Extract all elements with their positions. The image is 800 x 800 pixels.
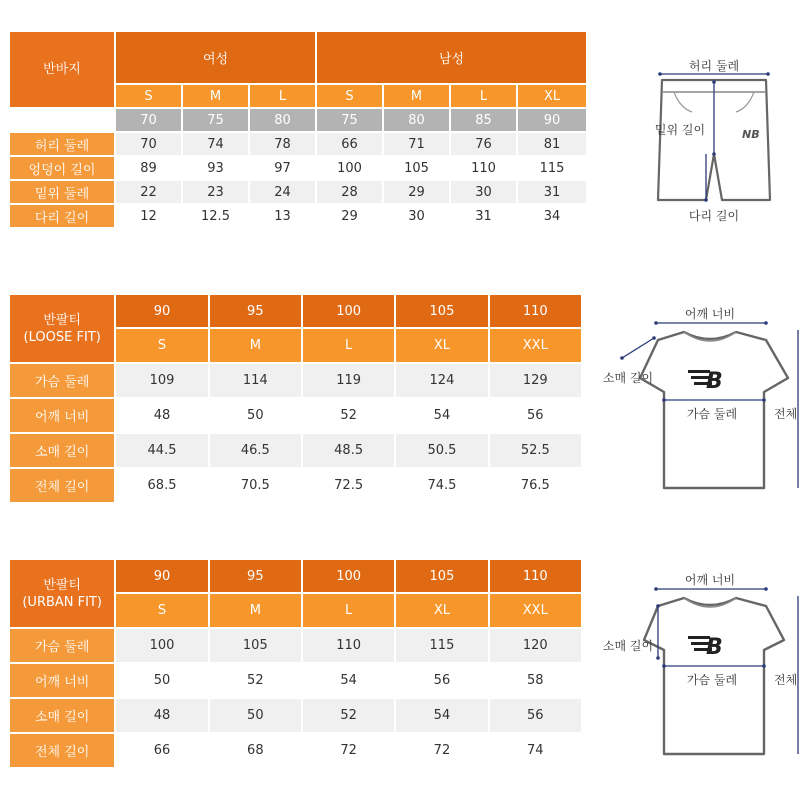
shoulder-label: 어깨 너비 xyxy=(684,573,736,587)
value-cell: 30 xyxy=(451,181,516,203)
urban-fit-title-text: 반팔티 xyxy=(43,577,82,593)
value-cell: 97 xyxy=(250,157,315,179)
shoulder-label: 어깨 너비 xyxy=(684,307,736,321)
row-label: 어깨 너비 xyxy=(10,664,114,697)
value-cell: 44.5 xyxy=(116,434,207,467)
value-cell: 78 xyxy=(250,133,315,155)
total-length-label: 전체 xyxy=(774,673,798,687)
letter-size-cell: S xyxy=(116,329,207,362)
value-cell: 48 xyxy=(116,699,207,732)
value-cell: 74 xyxy=(490,734,581,767)
value-cell: 74.5 xyxy=(396,469,487,502)
row-label: 다리 길이 xyxy=(10,205,114,227)
letter-size-cell: M xyxy=(210,329,301,362)
value-cell: 109 xyxy=(116,364,207,397)
value-cell: 54 xyxy=(396,399,487,432)
value-cell: 24 xyxy=(250,181,315,203)
value-cell: 76.5 xyxy=(490,469,581,502)
row-label: 가슴 둘레 xyxy=(10,629,114,662)
value-cell: 52 xyxy=(303,699,394,732)
shorts-diagram xyxy=(600,50,800,240)
shorts-men-header: 남성 xyxy=(317,32,586,83)
row-label: 엉덩이 길이 xyxy=(10,157,114,179)
value-cell: 66 xyxy=(116,734,207,767)
svg-text:B: B xyxy=(706,369,723,394)
value-cell: 30 xyxy=(384,205,449,227)
value-cell: 129 xyxy=(490,364,581,397)
urban-fit-subtitle: (URBAN FIT) xyxy=(22,594,102,610)
row-label: 전체 길이 xyxy=(10,469,114,502)
table-row xyxy=(10,364,581,397)
shorts-numeric-size: 90 xyxy=(518,109,586,131)
letter-size-cell: XL xyxy=(396,329,487,362)
value-cell: 68.5 xyxy=(116,469,207,502)
numeric-size-cell: 105 xyxy=(396,560,487,592)
shorts-empty-cell xyxy=(10,109,114,131)
table-row xyxy=(10,205,586,227)
shorts-size-table xyxy=(8,30,588,229)
value-cell: 66 xyxy=(317,133,382,155)
shorts-numeric-size: 80 xyxy=(384,109,449,131)
table-row xyxy=(10,469,581,502)
sleeve-label: 소매 길이 xyxy=(602,371,654,385)
value-cell: 119 xyxy=(303,364,394,397)
shorts-numeric-size: 80 xyxy=(250,109,315,131)
shorts-size-cell: XL xyxy=(518,85,586,107)
svg-text:NB: NB xyxy=(742,128,760,141)
value-cell: 100 xyxy=(116,629,207,662)
loose-fit-title xyxy=(10,295,114,362)
table-row xyxy=(10,629,581,662)
value-cell: 28 xyxy=(317,181,382,203)
value-cell: 22 xyxy=(116,181,181,203)
value-cell: 56 xyxy=(490,399,581,432)
value-cell: 48 xyxy=(116,399,207,432)
value-cell: 23 xyxy=(183,181,248,203)
letter-size-cell: S xyxy=(116,594,207,627)
value-cell: 105 xyxy=(384,157,449,179)
value-cell: 46.5 xyxy=(210,434,301,467)
value-cell: 50 xyxy=(210,699,301,732)
value-cell: 115 xyxy=(518,157,586,179)
value-cell: 56 xyxy=(490,699,581,732)
value-cell: 74 xyxy=(183,133,248,155)
value-cell: 110 xyxy=(451,157,516,179)
shorts-numeric-size: 75 xyxy=(317,109,382,131)
value-cell: 13 xyxy=(250,205,315,227)
shorts-size-cell: M xyxy=(384,85,449,107)
value-cell: 48.5 xyxy=(303,434,394,467)
value-cell: 52 xyxy=(210,664,301,697)
letter-size-cell: XL xyxy=(396,594,487,627)
value-cell: 114 xyxy=(210,364,301,397)
numeric-size-cell: 100 xyxy=(303,560,394,592)
urban-tshirt-diagram xyxy=(600,566,800,766)
shorts-size-cell: M xyxy=(183,85,248,107)
shorts-title: 반바지 xyxy=(10,32,114,107)
numeric-size-cell: 110 xyxy=(490,295,581,327)
value-cell: 50.5 xyxy=(396,434,487,467)
value-cell: 34 xyxy=(518,205,586,227)
new-balance-logo-icon xyxy=(742,128,760,141)
row-label: 허리 둘레 xyxy=(10,133,114,155)
numeric-size-cell: 100 xyxy=(303,295,394,327)
letter-size-cell: L xyxy=(303,329,394,362)
letter-size-cell: L xyxy=(303,594,394,627)
value-cell: 71 xyxy=(384,133,449,155)
value-cell: 68 xyxy=(210,734,301,767)
value-cell: 70.5 xyxy=(210,469,301,502)
shorts-size-cell: L xyxy=(250,85,315,107)
table-row xyxy=(10,734,581,767)
table-row xyxy=(10,434,581,467)
shorts-diagram-icon xyxy=(600,50,800,240)
value-cell: 54 xyxy=(396,699,487,732)
value-cell: 124 xyxy=(396,364,487,397)
shorts-numeric-size: 75 xyxy=(183,109,248,131)
value-cell: 105 xyxy=(210,629,301,662)
value-cell: 31 xyxy=(451,205,516,227)
numeric-size-cell: 90 xyxy=(116,560,207,592)
value-cell: 58 xyxy=(490,664,581,697)
value-cell: 54 xyxy=(303,664,394,697)
rise-label: 밑위 길이 xyxy=(654,123,706,137)
svg-text:B: B xyxy=(706,635,723,660)
table-row xyxy=(10,157,586,179)
letter-size-cell: XXL xyxy=(490,329,581,362)
value-cell: 50 xyxy=(116,664,207,697)
chest-label: 가슴 둘레 xyxy=(686,407,738,421)
value-cell: 72.5 xyxy=(303,469,394,502)
value-cell: 12 xyxy=(116,205,181,227)
loose-fit-subtitle: (LOOSE FIT) xyxy=(23,329,101,345)
table-row xyxy=(10,699,581,732)
loose-tshirt-diagram xyxy=(600,300,800,500)
value-cell: 81 xyxy=(518,133,586,155)
loose-fit-title-text: 반팔티 xyxy=(43,312,82,328)
letter-size-cell: XXL xyxy=(490,594,581,627)
row-label: 밑위 둘레 xyxy=(10,181,114,203)
tshirt-diagram-icon xyxy=(600,300,800,500)
table-row xyxy=(10,133,586,155)
value-cell: 89 xyxy=(116,157,181,179)
value-cell: 12.5 xyxy=(183,205,248,227)
row-label: 전체 길이 xyxy=(10,734,114,767)
numeric-size-cell: 105 xyxy=(396,295,487,327)
value-cell: 100 xyxy=(317,157,382,179)
value-cell: 29 xyxy=(384,181,449,203)
leg-label: 다리 길이 xyxy=(688,209,740,223)
chest-label: 가슴 둘레 xyxy=(686,673,738,687)
numeric-size-cell: 110 xyxy=(490,560,581,592)
row-label: 소매 길이 xyxy=(10,434,114,467)
value-cell: 115 xyxy=(396,629,487,662)
shorts-women-header: 여성 xyxy=(116,32,315,83)
waist-label: 허리 둘레 xyxy=(688,59,740,73)
value-cell: 29 xyxy=(317,205,382,227)
numeric-size-cell: 90 xyxy=(116,295,207,327)
urban-fit-title xyxy=(10,560,114,627)
sleeve-label: 소매 길이 xyxy=(602,639,654,653)
shorts-numeric-size: 70 xyxy=(116,109,181,131)
row-label: 소매 길이 xyxy=(10,699,114,732)
shorts-numeric-size: 85 xyxy=(451,109,516,131)
shorts-size-cell: S xyxy=(317,85,382,107)
shorts-size-cell: S xyxy=(116,85,181,107)
value-cell: 76 xyxy=(451,133,516,155)
value-cell: 120 xyxy=(490,629,581,662)
value-cell: 110 xyxy=(303,629,394,662)
value-cell: 31 xyxy=(518,181,586,203)
urban-fit-size-table xyxy=(8,558,583,769)
value-cell: 72 xyxy=(396,734,487,767)
row-label: 가슴 둘레 xyxy=(10,364,114,397)
shorts-size-cell: L xyxy=(451,85,516,107)
numeric-size-cell: 95 xyxy=(210,560,301,592)
table-row xyxy=(10,399,581,432)
value-cell: 56 xyxy=(396,664,487,697)
letter-size-cell: M xyxy=(210,594,301,627)
table-row xyxy=(10,181,586,203)
tshirt-diagram-icon xyxy=(600,566,800,766)
total-length-label: 전체 xyxy=(774,407,798,421)
loose-fit-size-table xyxy=(8,293,583,504)
value-cell: 50 xyxy=(210,399,301,432)
value-cell: 70 xyxy=(116,133,181,155)
value-cell: 52.5 xyxy=(490,434,581,467)
row-label: 어깨 너비 xyxy=(10,399,114,432)
value-cell: 52 xyxy=(303,399,394,432)
table-row xyxy=(10,664,581,697)
value-cell: 72 xyxy=(303,734,394,767)
value-cell: 93 xyxy=(183,157,248,179)
numeric-size-cell: 95 xyxy=(210,295,301,327)
